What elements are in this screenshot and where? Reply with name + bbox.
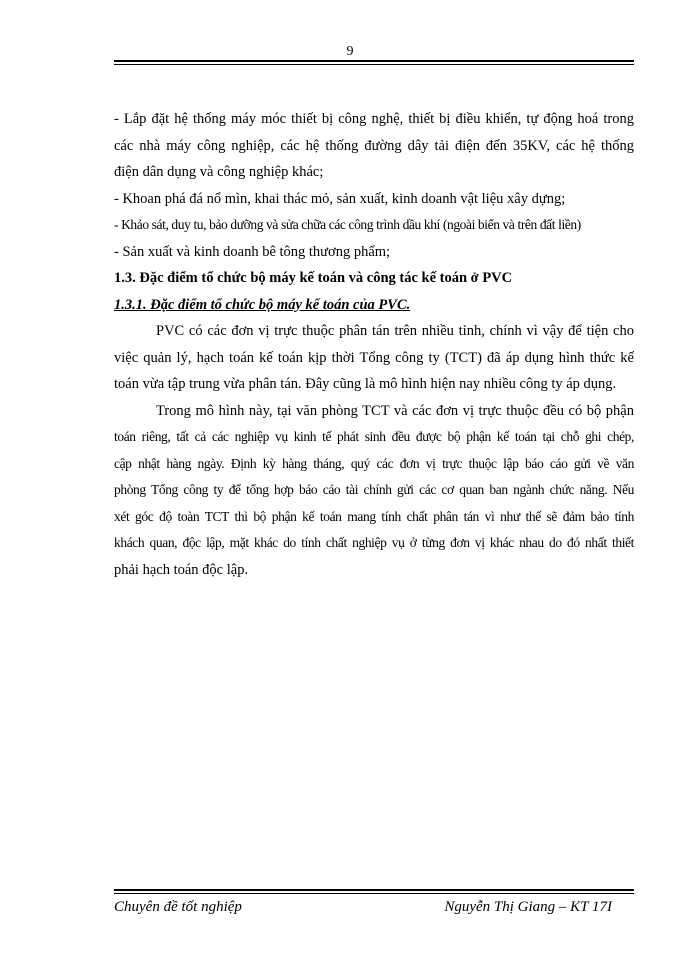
- subsection-heading: 1.3.1. Đặc điểm tổ chức bộ máy kế toán của PVC.: [114, 296, 411, 313]
- paragraph-line: cập nhật hàng ngày. Định kỳ hàng tháng, quý các đơn vị trực thuộc lập báo cáo gửi về văn: [114, 455, 634, 471]
- paragraph-line: các nhà máy công nghiệp, các hệ thống đường dây tải điện đến 35KV, các hệ thống: [114, 137, 634, 154]
- paragraph-line: toán vừa tập trung vừa phân tán. Đây cũng là mô hình hiện nay nhiều công ty áp dụng.: [114, 376, 617, 392]
- paragraph-line: điện dân dụng và công nghiệp khác;: [114, 164, 324, 180]
- paragraph-line: - Lắp đặt hệ thống máy móc thiết bị công nghệ, thiết bị điều khiển, tự động hoá trong: [114, 111, 634, 127]
- footer-title: Chuyên đề tốt nghiệp: [114, 899, 242, 915]
- paragraph-line: - Khoan phá đá nổ mìn, khai thác mỏ, sản xuất, kinh doanh vật liệu xây dựng;: [114, 190, 566, 207]
- header-rule: [114, 60, 634, 65]
- paragraph-line: PVC có các đơn vị trực thuộc phân tán trên nhiều tỉnh, chính vì vậy để tiện cho: [156, 323, 634, 339]
- paragraph-line: - Sản xuất và kinh doanh bê tông thương phẩm;: [114, 243, 391, 260]
- footer-author: Nguyễn Thị Giang – KT 17I: [444, 899, 612, 915]
- document-body: [114, 106, 634, 583]
- paragraph-line: phòng Tổng công ty để tổng hợp báo cáo tài chính gửi các cơ quan ban ngành chức năng. Nếu: [114, 482, 634, 497]
- paragraph-line: Trong mô hình này, tại văn phòng TCT và các đơn vị trực thuộc đều có bộ phận: [156, 402, 634, 419]
- paragraph-line: khách quan, độc lập, mặt khác do tính chất nghiệp vụ ở từng đơn vị khác nhau do đó nhất thiết: [114, 535, 634, 550]
- section-heading: 1.3. Đặc điểm tổ chức bộ máy kế toán và công tác kế toán ở PVC: [114, 270, 513, 286]
- paragraph-line: xét góc độ toàn TCT thì bộ phận kế toán mang tính chất phân tán vì như thế sẽ đảm bảo tính: [114, 508, 634, 524]
- paragraph-line: - Khảo sát, duy tu, bảo dưỡng và sửa chữa các công trình dầu khí (ngoài biển và trên đất liền): [114, 217, 581, 232]
- paragraph-line: việc quản lý, hạch toán kế toán kịp thời Tổng công ty (TCT) đã áp dụng hình thức kế: [114, 349, 634, 366]
- paragraph-line: toán riêng, tất cả các nghiệp vụ kinh tế phát sinh đều được bộ phận kế toán tại chỗ ghi chép,: [114, 429, 634, 444]
- page-number: 9: [346, 44, 354, 59]
- paragraph-line: phải hạch toán độc lập.: [114, 561, 249, 578]
- footer-rule: [114, 889, 634, 894]
